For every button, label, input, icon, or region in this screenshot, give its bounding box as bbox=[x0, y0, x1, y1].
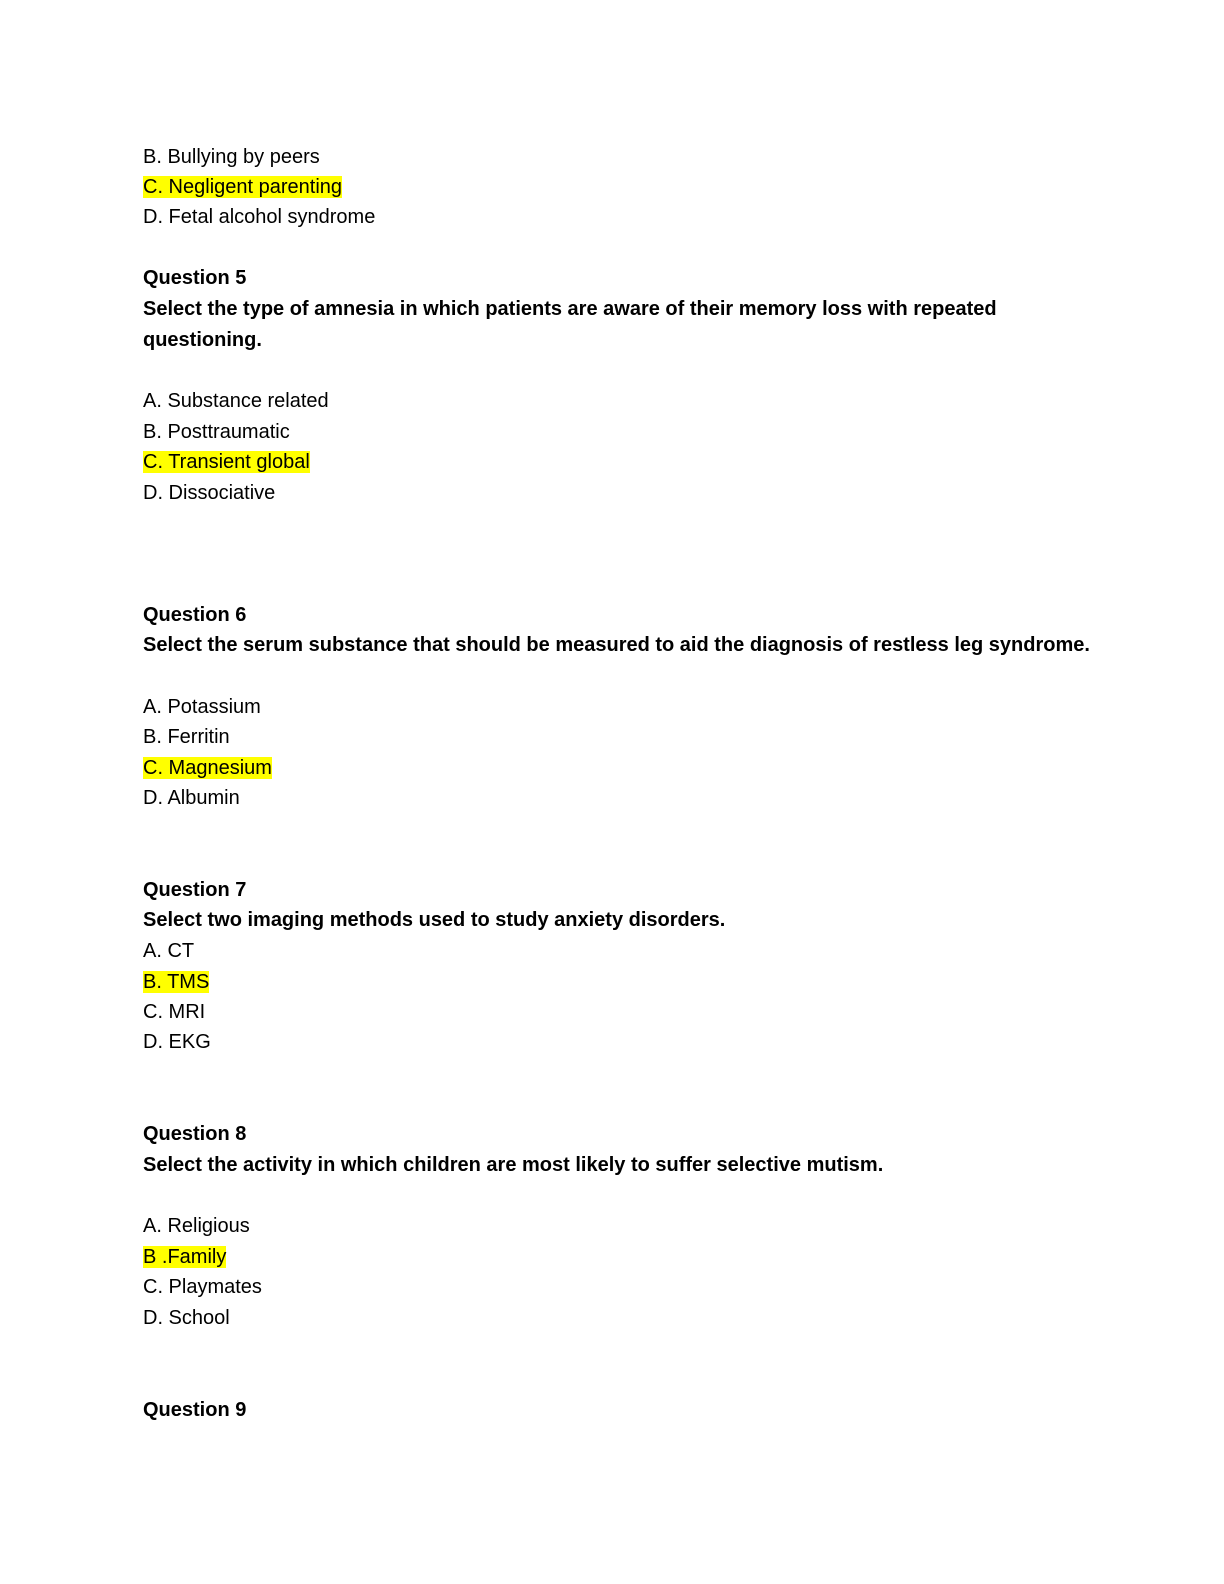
question-6-prompt: Select the serum substance that should be measured to aid the diagnosis of restless leg syndrome. bbox=[143, 634, 1090, 656]
prev-option-c bbox=[143, 174, 342, 200]
question-7-title: Question 7 bbox=[143, 879, 247, 901]
q6-option-b bbox=[143, 724, 230, 750]
q8-option-d bbox=[143, 1305, 230, 1331]
option-text: B. Bullying by peers bbox=[143, 146, 320, 168]
prev-option-b bbox=[143, 144, 320, 170]
highlighted-answer: C. Magnesium bbox=[143, 757, 272, 779]
q6-option-d bbox=[143, 785, 240, 811]
option-text: A. Potassium bbox=[143, 696, 261, 718]
question-5-title: Question 5 bbox=[143, 267, 247, 289]
option-text: C. Playmates bbox=[143, 1276, 262, 1298]
option-text: A. CT bbox=[143, 940, 195, 962]
q5-option-c bbox=[143, 449, 310, 475]
highlighted-answer: B .Family bbox=[143, 1246, 227, 1268]
q5-option-d bbox=[143, 480, 275, 506]
question-8-title: Question 8 bbox=[143, 1123, 247, 1145]
q7-option-a bbox=[143, 938, 194, 964]
question-6-title: Question 6 bbox=[143, 604, 247, 626]
highlighted-answer: C. Negligent parenting bbox=[143, 176, 343, 198]
q8-option-b bbox=[143, 1244, 226, 1270]
q5-option-b bbox=[143, 419, 290, 445]
q5-option-a bbox=[143, 388, 329, 414]
q8-option-c bbox=[143, 1274, 262, 1300]
q7-option-d bbox=[143, 1029, 211, 1055]
option-text: D. Dissociative bbox=[143, 482, 276, 504]
option-text: B. Ferritin bbox=[143, 726, 230, 748]
q7-option-c bbox=[143, 999, 205, 1025]
highlighted-answer: B. TMS bbox=[143, 971, 210, 993]
question-7-prompt: Select two imaging methods used to study anxiety disorders. bbox=[143, 909, 726, 931]
question-5-prompt-line2: questioning. bbox=[143, 329, 262, 351]
option-text: B. Posttraumatic bbox=[143, 421, 290, 443]
highlighted-answer: C. Transient global bbox=[143, 451, 310, 473]
option-text: D. School bbox=[143, 1307, 230, 1329]
q8-option-a bbox=[143, 1213, 250, 1239]
q6-option-a bbox=[143, 694, 261, 720]
option-text: D. Albumin bbox=[143, 787, 240, 809]
option-text: D. Fetal alcohol syndrome bbox=[143, 206, 376, 228]
option-text: D. EKG bbox=[143, 1031, 211, 1053]
question-9-title: Question 9 bbox=[143, 1399, 247, 1421]
question-8-prompt: Select the activity in which children are most likely to suffer selective mutism. bbox=[143, 1154, 884, 1176]
prev-option-d bbox=[143, 204, 375, 230]
q7-option-b bbox=[143, 969, 209, 995]
q6-option-c bbox=[143, 755, 272, 781]
option-text: A. Substance related bbox=[143, 390, 329, 412]
option-text: A. Religious bbox=[143, 1215, 250, 1237]
option-text: C. MRI bbox=[143, 1001, 206, 1023]
question-5-prompt-line1: Select the type of amnesia in which patients are aware of their memory loss with repeated bbox=[143, 298, 997, 320]
